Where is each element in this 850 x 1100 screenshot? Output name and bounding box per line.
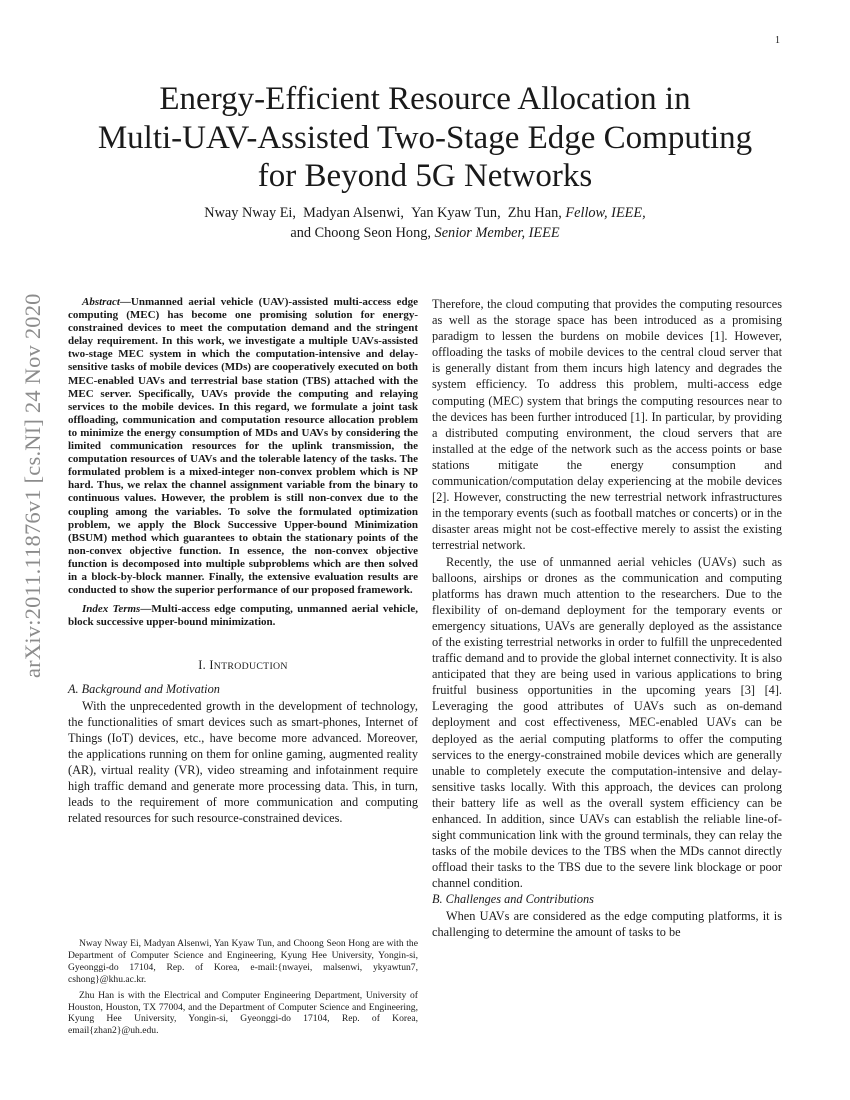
title-line-3: for Beyond 5G Networks xyxy=(257,158,593,194)
section-heading-introduction xyxy=(68,657,418,675)
author-title-senior-member: Senior Member, IEEE xyxy=(434,224,560,241)
index-terms-body: —Multi-access edge computing, unmanned aerial vehicle, block successive upper-bound minimization. xyxy=(68,603,418,629)
abstract xyxy=(68,296,418,597)
index-terms xyxy=(68,603,418,629)
title-line-2: Multi-UAV-Assisted Two-Stage Edge Computing xyxy=(97,119,753,156)
author-affiliation-footnotes xyxy=(68,938,418,1041)
left-column xyxy=(68,296,418,826)
abstract-label: Abstract xyxy=(82,296,120,308)
authors-line-2: and Choong Seon Hong, xyxy=(290,224,431,241)
author-list xyxy=(60,204,790,243)
footnote-affiliation-1: Nway Nway Ei, Madyan Alsenwi, Yan Kyaw Tun, and Choong Seon Hong are with the Department of Computer Science and Engineering, Kyung Hee University, Yongin-si, Gyeonggi-do 17104, Rep. of Korea, e-mail:{nwayei, malsenwi, ykyawtun7, cshong}@khu.ac.kr. xyxy=(68,938,418,985)
subsection-heading-challenges: B. Challenges and Contributions xyxy=(432,892,594,907)
intro-paragraph-2: Therefore, the cloud computing that provides the computing resources as well as the storage space has been introduced as a promising paradigm to lessen the burdens on mobile devices [1]. However, offloading the tasks of mobile devices to the central cloud server that is generally distant from them incurs high latency and degrades the system efficiency. To address this problem, multi-access edge computing (MEC) system that brings the computing resources near to the devices has been further introduced [1]. In particular, by providing a distributed computing environment, the cloud servers that are installed at the edge of the network such as the access points or base stations mitigate the energy consumption and communication/computation delay experiencing at the mobile devices [2]. However, constructing the new terrestrial network infrastructures in the temporary events (such as football matches or concerts) or in the disaster areas might not be cost-effective merely to assist the existing terrestrial network. xyxy=(432,297,782,553)
title-line-1: Energy-Efficient Resource Allocation in xyxy=(159,81,691,117)
author-title-fellow: Fellow, IEEE, xyxy=(565,205,646,221)
paper-title xyxy=(60,80,790,196)
abstract-body: —Unmanned aerial vehicle (UAV)-assisted multi-access edge computing (MEC) has become one promising solution for energy-constrained devices to meet the computation demand and the stringent delay requirement. In this work, we investigate a multiple UAVs-assisted two-stage MEC system in which the computation-intensive and delay-sensitive tasks of mobile devices (MDs) are cooperatively executed on both MEC-enabled UAVs and terrestrial base station (TBS) attached with the MEC server. Specifically, UAVs provide the computing and relaying services to the mobile devices. In this regard, we formulate a joint task offloading, communication and computation resource allocation problem to minimize the energy consumption of MDs and UAVs by considering the limited communication resources for the uplink transmission, the computation resources of UAVs and the tolerable latency of the tasks. The formulated problem is a mixed-integer non-convex problem which is NP hard. Thus, we relax the channel assignment variable from the binary to continuous values. However, the problem is still non-convex due to the coupling among the variables. To solve the formulated optimization problem, we apply the Block Successive Upper-bound Minimization (BSUM) method which guarantees to obtain the stationary points of the non-convex objective function. In essence, the non-convex objective function is decomposed into multiple subproblems which are then solved in a block-by-block manner. Finally, the extensive evaluation results are conducted to show the superior performance of our proposed framework. xyxy=(68,296,418,597)
intro-paragraph-3: Recently, the use of unmanned aerial vehicles (UAVs) such as balloons, airships or drones as the communication and computing platforms has drawn much attention to the researchers. Due to the flexibility of on-demand deployment for the temporary events or emergency situations, UAVs are generally deployed as the assistance of the existing terrestrial networks in order to fulfill the unprecedented traffic demand and to provide the global internet connectivity. It is also anticipated that they are being used in various applications to bring fruitful business opportunities in the upcoming years [3] [4]. Leveraging the good attributes of UAVs such as on-demand deployment and cost effectiveness, MEC-enabled UAVs can be deployed as the aerial computing platforms to offer the computing services to the energy-constrained mobile devices which are generally unable to completely execute the computation-intensive and delay-sensitive tasks locally. With this approach, the devices can prolong their battery life as well as the overall system efficiency can be enhanced. In addition, since UAVs can establish the reliable line-of-sight communication link with the ground terminals, they can relay the tasks of the mobile devices to the TBS when the MDs cannot directly offload their tasks to the TBS due to the severe link blockage or poor channel condition. xyxy=(432,554,782,891)
right-column xyxy=(432,296,782,940)
subsection-heading-background: A. Background and Motivation xyxy=(68,682,220,697)
authors-line-1: Nway Nway Ei, Madyan Alsenwi, Yan Kyaw Tun, Zhu Han, xyxy=(204,205,562,221)
intro-paragraph-1: With the unprecedented growth in the development of technology, the functionalities of smart devices such as smart-phones, Internet of Things (IoT) devices, etc., have become more advanced. Moreover, the applications running on them for online gaming, augmented reality (AR), virtual reality (VR), video streaming and infotainment require high traffic demand and generate more processing data. This, in turn, leads to the requirement of more communication and computing related resources for such resource-constrained devices. xyxy=(68,698,418,826)
section-heading-prefix: I. I xyxy=(198,658,214,673)
section-heading-smallcaps: NTRODUCTION xyxy=(213,661,288,673)
footnote-affiliation-2: Zhu Han is with the Electrical and Computer Engineering Department, University of Houston, Houston, TX 77004, and the Department of Computer Science and Engineering, Kyung Hee University, Yongin-si, Gyeonggi-do 17104, Rep. of Korea, email{zhan2}@uh.edu. xyxy=(68,989,418,1037)
page-number: 1 xyxy=(775,35,780,46)
arxiv-identifier-stamp: arXiv:2011.11876v1 [cs.NI] 24 Nov 2020 xyxy=(20,293,45,678)
intro-paragraph-4: When UAVs are considered as the edge computing platforms, it is challenging to determine the amount of tasks to be xyxy=(432,908,782,939)
index-terms-label: Index Terms xyxy=(82,603,141,616)
